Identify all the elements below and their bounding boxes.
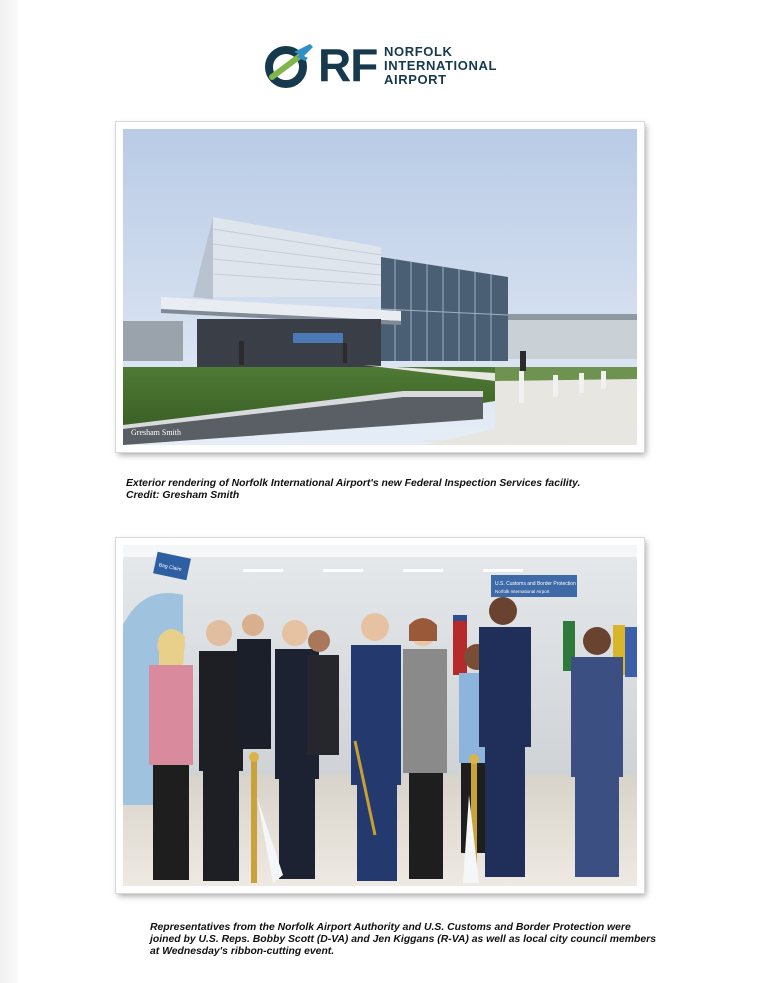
ribbon-cutting-caption-line-3: at Wednesday's ribbon-cutting event. — [150, 946, 335, 957]
logo-name — [384, 45, 497, 87]
logo-name-line-3: AIRPORT — [384, 72, 447, 87]
rendering-caption-line-1: Exterior rendering of Norfolk International Airport's new Federal Inspection Services facility. — [126, 478, 581, 489]
ribbon-cutting-caption-line-2: joined by U.S. Reps. Bobby Scott (D-VA) and Jen Kiggans (R-VA) as well as local city council members — [150, 934, 656, 945]
ribbon-cutting-caption — [150, 922, 710, 958]
logo-letters: RF — [318, 39, 378, 91]
ribbon-cutting-photo — [123, 545, 637, 886]
cbp-sign-subtext: Norfolk International Airport — [495, 589, 550, 594]
orf-o-plane-icon — [264, 42, 320, 90]
rendering-caption-line-2: Credit: Gresham Smith — [126, 490, 240, 501]
rendering-fine-print: RENDERING IS CONCEPTUAL DESIGN INTENT AND MAY NOT REFLECT THE FINAL BUILT CONDITION — [423, 439, 569, 443]
building-rendering-image — [123, 129, 637, 445]
logo-name-line-2: INTERNATIONAL — [384, 58, 497, 73]
orf-logo — [264, 39, 504, 91]
ribbon-cutting-caption-line-1: Representatives from the Norfolk Airport Authority and U.S. Customs and Border Protection were — [150, 922, 631, 933]
cbp-sign-text: U.S. Customs and Border Protection — [495, 581, 576, 587]
page-edge — [0, 0, 18, 983]
rendering-photo-frame — [116, 122, 644, 452]
rendering-caption — [126, 478, 686, 502]
gresham-smith-watermark: Gresham Smith — [131, 428, 181, 437]
logo-name-line-1: NORFOLK — [384, 44, 453, 59]
ribbon-cutting-photo-frame — [116, 538, 644, 893]
bag-claim-sign: Bag Claim — [158, 562, 183, 573]
